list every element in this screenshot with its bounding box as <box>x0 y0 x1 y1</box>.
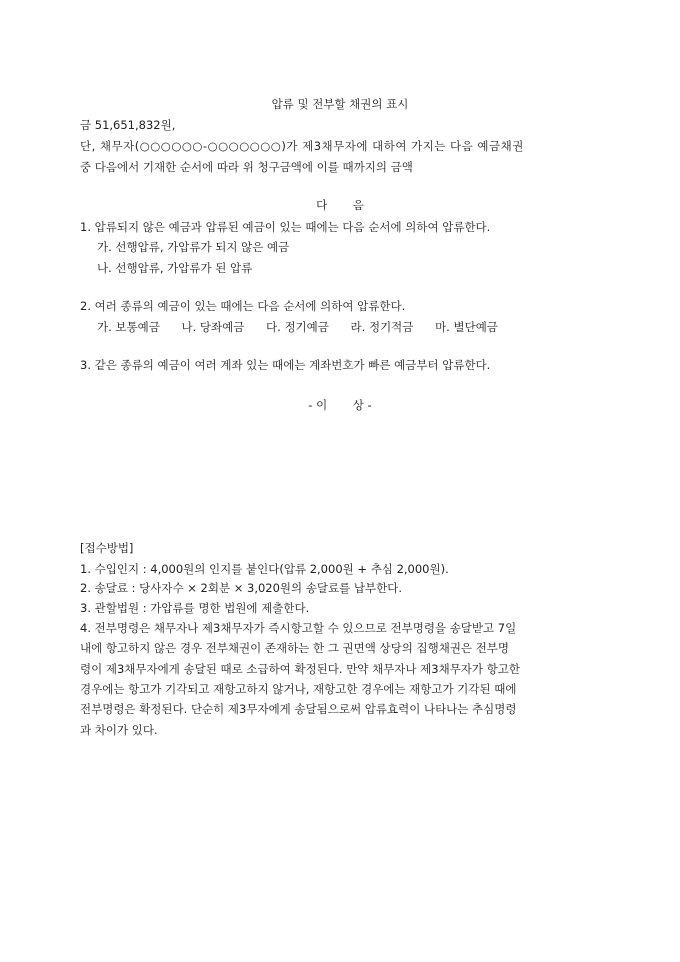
reception-note-line-1: 4. 전부명령은 채무자나 제3채무자가 즉시항고할 수 있으므로 전부명령을 송달받고 7일 <box>80 621 517 635</box>
deposit-option: 나. 당좌예금 <box>181 320 245 334</box>
deposit-option: 라. 정기적금 <box>350 320 414 334</box>
deposit-option: 마. 별단예금 <box>435 320 498 334</box>
item-3-text: 3. 같은 종류의 예금이 여러 계좌 있는 때에는 계좌번호가 빠른 예금부터 압류한다. <box>80 358 491 372</box>
reception-heading: [접수방법] <box>80 541 134 555</box>
item-2-text: 2. 여러 종류의 예금이 있는 때에는 다음 순서에 의하여 압류한다. <box>80 299 406 313</box>
reception-note-line-5: 전부명령은 확정된다. 단순히 제3무자에게 송달됨으로써 압류효력이 나타나는 추심명령 <box>80 702 517 716</box>
claim-amount: 금 51,651,832원, <box>80 118 176 132</box>
item-1-sub-a: 가. 선행압류, 가압류가 되지 않은 예금 <box>97 240 290 254</box>
closing-mark: - 이 상 - <box>308 398 372 412</box>
reception-item-3: 3. 관할법원 : 가압류를 명한 법원에 제출한다. <box>80 601 310 615</box>
section-heading: 다 음 <box>316 198 364 212</box>
item-1-text: 1. 압류되지 않은 예금과 압류된 예금이 있는 때에는 다음 순서에 의하여 압류한다. <box>80 220 491 234</box>
reception-note-line-2: 내에 항고하지 않은 경우 전부채권이 존재하는 한 그 권면액 상당의 집행채권은 전부명 <box>80 641 510 655</box>
intro-line-1: 단, 채무자(○○○○○○-○○○○○○○)가 제3채무자에 대하여 가지는 다음 예금채권 <box>80 139 524 153</box>
reception-note-line-4: 경우에는 항고가 기각되고 재항고하지 않거나, 재항고한 경우에는 재항고가 기각된 때에 <box>80 682 517 696</box>
document-title: 압류 및 전부할 채권의 표시 <box>271 97 409 111</box>
reception-item-1: 1. 수입인지 : 4,000원의 인지를 붙인다(압류 2,000원 + 추심 2,000원). <box>80 562 449 576</box>
reception-note-line-6: 과 차이가 있다. <box>80 723 158 737</box>
item-1-sub-b: 나. 선행압류, 가압류가 된 압류 <box>97 261 253 275</box>
reception-note-line-3: 령이 제3채무자에게 송달된 때로 소급하여 확정된다. 만약 채무자나 제3채무자가 항고한 <box>80 662 520 676</box>
deposit-option: 가. 보통예금 <box>97 320 160 334</box>
item-2-options <box>97 319 516 335</box>
deposit-option: 다. 정기예금 <box>266 320 329 334</box>
reception-item-2: 2. 송달료 : 당사자수 × 2회분 × 3,020원의 송달료를 납부한다. <box>80 581 402 595</box>
intro-line-2: 중 다음에서 기재한 순서에 따라 위 청구금액에 이를 때까지의 금액 <box>80 160 413 174</box>
